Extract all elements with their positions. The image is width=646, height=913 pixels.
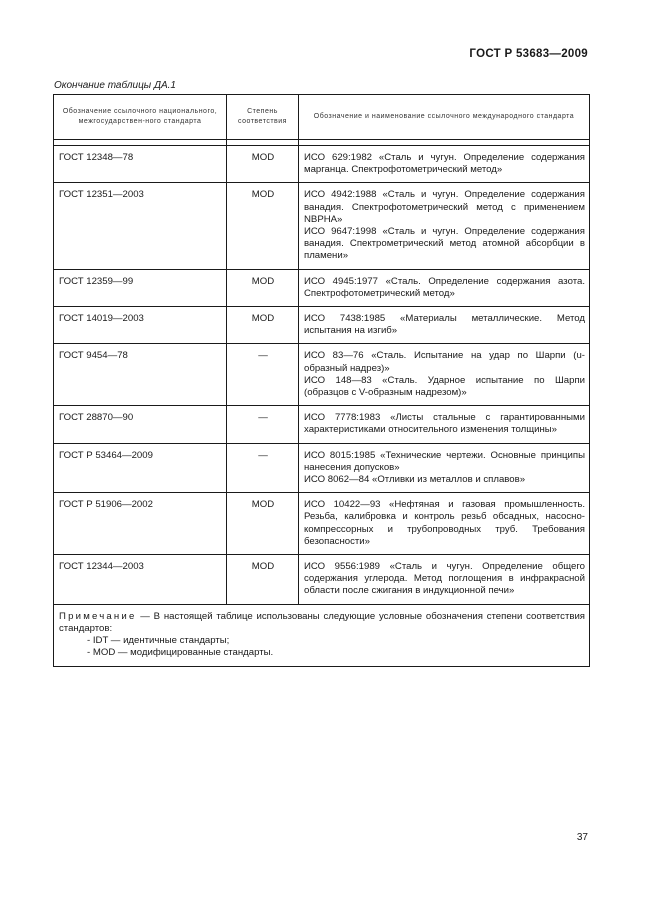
page-number: 37 bbox=[576, 832, 588, 843]
international-standard-entry: ИСО 148—83 «Сталь. Ударное испытание по Шарпи (образцов с V-образным надрезом)» bbox=[304, 374, 585, 399]
degree-cell: MOD bbox=[227, 493, 299, 555]
table-row bbox=[54, 555, 590, 605]
national-standard-cell: ГОСТ Р 51906—2002 bbox=[54, 493, 227, 555]
national-standard-cell: ГОСТ 12351—2003 bbox=[54, 183, 227, 269]
document-code: ГОСТ Р 53683—2009 bbox=[469, 48, 588, 60]
international-standard-entry: ИСО 8015:1985 «Технические чертежи. Основные принципы нанесения допусков» bbox=[304, 449, 585, 473]
note-row bbox=[54, 604, 590, 666]
note-text: — В настоящей таблице использованы следующие условные обозначения степени соответствия стандартов: bbox=[59, 610, 585, 634]
degree-cell: MOD bbox=[227, 269, 299, 306]
table-row bbox=[54, 183, 590, 269]
note-item-idt: - IDT — идентичные стандарты; bbox=[87, 635, 230, 647]
table-row bbox=[54, 344, 590, 406]
international-standard-cell bbox=[299, 183, 590, 269]
table-body bbox=[54, 140, 590, 605]
international-standard-entry: ИСО 4945:1977 «Сталь. Определение содержания азота. Спектрофотометрический метод» bbox=[304, 275, 585, 299]
national-standard-cell: ГОСТ 12359—99 bbox=[54, 269, 227, 306]
column-header-national-standard: Обозначение ссылочного национального, межгосударствен-ного стандарта bbox=[54, 95, 227, 140]
degree-cell: — bbox=[227, 406, 299, 443]
table-header-row bbox=[54, 95, 590, 140]
national-standard-cell: ГОСТ Р 53464—2009 bbox=[54, 443, 227, 493]
table-row bbox=[54, 493, 590, 555]
note-intro bbox=[59, 611, 585, 635]
international-standard-cell bbox=[299, 493, 590, 555]
international-standard-cell bbox=[299, 344, 590, 406]
international-standard-cell bbox=[299, 269, 590, 306]
international-standard-entry: ИСО 10422—93 «Нефтяная и газовая промышленность. Резьба, калибровка и контроль резьб обсадных, насосно-компрессорных и трубопроводных труб. Требования безопасности» bbox=[304, 499, 585, 547]
international-standard-cell bbox=[299, 406, 590, 443]
column-header-international-standard: Обозначение и наименование ссылочного международного стандарта bbox=[299, 95, 590, 140]
national-standard-cell: ГОСТ 28870—90 bbox=[54, 406, 227, 443]
degree-cell: MOD bbox=[227, 307, 299, 344]
international-standard-cell bbox=[299, 443, 590, 493]
table-caption: Окончание таблицы ДА.1 bbox=[54, 80, 176, 91]
international-standard-entry: ИСО 629:1982 «Сталь и чугун. Определение содержания марганца. Спектрофотометрический метод» bbox=[304, 152, 585, 176]
column-header-degree: Степень соответствия bbox=[227, 95, 299, 140]
international-standard-entry: ИСО 7438:1985 «Материалы металлические. Метод испытания на изгиб» bbox=[304, 313, 585, 337]
note-heading: Примечание bbox=[59, 610, 137, 622]
national-standard-cell: ГОСТ 14019—2003 bbox=[54, 307, 227, 344]
note-list bbox=[59, 635, 585, 659]
international-standard-entry: ИСО 8062—84 «Отливки из металлов и сплавов» bbox=[304, 474, 526, 486]
note-item-mod: - MOD — модифицированные стандарты. bbox=[87, 647, 274, 659]
international-standard-entry: ИСО 7778:1983 «Листы стальные с гарантированными характеристиками относительного изменения толщины» bbox=[304, 412, 585, 436]
table-row bbox=[54, 307, 590, 344]
reference-standards-table bbox=[53, 94, 590, 667]
degree-cell: MOD bbox=[227, 183, 299, 269]
national-standard-cell: ГОСТ 12348—78 bbox=[54, 146, 227, 183]
degree-cell: — bbox=[227, 344, 299, 406]
international-standard-cell bbox=[299, 307, 590, 344]
international-standard-entry: ИСО 9556:1989 «Сталь и чугун. Определение общего содержания углерода. Метод поглощения в инфракрасной области после сжигания в индукционной печи» bbox=[304, 561, 585, 597]
degree-cell: MOD bbox=[227, 146, 299, 183]
table-note bbox=[54, 604, 590, 666]
table-row bbox=[54, 269, 590, 306]
table-row bbox=[54, 146, 590, 183]
degree-cell: MOD bbox=[227, 555, 299, 605]
international-standard-entry: ИСО 83—76 «Сталь. Испытание на удар по Шарпи (u-образный надрез)» bbox=[304, 350, 585, 374]
national-standard-cell: ГОСТ 9454—78 bbox=[54, 344, 227, 406]
international-standard-cell bbox=[299, 555, 590, 605]
international-standard-cell bbox=[299, 146, 590, 183]
table-row bbox=[54, 406, 590, 443]
table-row bbox=[54, 443, 590, 493]
degree-cell: — bbox=[227, 443, 299, 493]
international-standard-entry: ИСО 9647:1998 «Сталь и чугун. Определение содержания ванадия. Спектрометрический метод атомной абсорбции в пламени» bbox=[304, 226, 585, 262]
national-standard-cell: ГОСТ 12344—2003 bbox=[54, 555, 227, 605]
international-standard-entry: ИСО 4942:1988 «Сталь и чугун. Определение содержания ванадия. Спектрофотометрический метод с применением NBPHA» bbox=[304, 189, 585, 225]
